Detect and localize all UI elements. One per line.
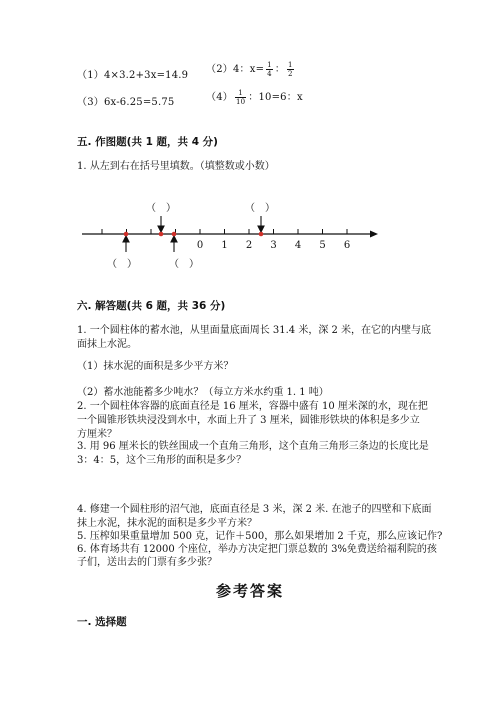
equation-2 [206,60,296,78]
section-6-q2-line3: 方厘米？ [77,429,117,440]
number-line-tick-label: 2 [245,240,253,251]
section-6-q4-line1: 4. 修建一个圆柱形的沼气池，底面直径是 3 米，深 2 米. 在池子的四壁和下底面 [77,504,432,515]
arrow-up-right-head [171,236,177,242]
point-marker-2 [159,232,164,237]
section-6-q3-line1: 3. 用 96 厘米长的铁丝围成一个直角三角形，这个直角三角形三条边的长度比是 [77,441,429,452]
fraction-one-tenth: $\frac{1}{10}$ [235,89,246,106]
answers-subheading: 一. 选择题 [77,616,127,628]
section-6-q4-line2: 抹上水泥，抹水泥的面积是多少平方米？ [77,518,257,529]
number-line-tick-labels [197,240,350,251]
number-line-tick-label: 6 [343,240,351,251]
number-line-tick-label: 1 [221,240,228,251]
section-6-q1-sub1: （1）抹水泥的面积是多少平方米？ [77,361,234,372]
bracket-top-right: （ ） [245,203,275,214]
equation-4-suffix: ：10=6：x [248,92,303,103]
equation-4-prefix: （4） [206,92,233,103]
section-6-heading: 六. 解答题(共 6 题，共 36 分) [77,300,226,312]
section-6-q2-line2: 一个圆锥形铁块浸没到水中，水面上升了 3 厘米，圆锥形铁块的体积是多少立 [77,415,420,426]
number-line-tick-label: 4 [294,240,302,251]
equation-4 [206,88,303,106]
section-6-q1-sub2: （2）蓄水池能蓄多少吨水？（每立方米水约重 1. 1 吨） [77,387,329,398]
bracket-bottom-right: （ ） [169,259,199,270]
fraction-one-half: $\frac{1}{2}$ [288,61,293,78]
section-6-q1-line2: 面抹上水泥。 [77,339,137,350]
equation-2-colon: ： [274,64,286,75]
arrow-up-left-head [123,236,129,242]
number-line-arrowhead [370,231,378,238]
section-6-q6-line2: 子们，送出去的门票有多少张？ [77,557,217,568]
section-6-q5-line1: 5. 压榨如果重量增加 500 克，记作＋500，那么如果增加 2 千克，那么应该记作? [77,531,443,542]
equation-1: （1）4×3.2+3x=14.9 [77,70,189,81]
number-line-figure [70,192,390,274]
fraction-one-quarter: $\frac{1}{4}$ [267,61,272,78]
point-marker-1 [124,232,129,237]
answers-title: 参考答案 [215,582,284,600]
bracket-top-left: （ ） [146,203,176,214]
section-6-q1-line1: 1. 一个圆柱体的蓄水池，从里面量底面周长 31.4 米，深 2 米，在它的内壁与底 [77,325,432,336]
arrow-down-left-head [158,226,164,232]
equation-2-prefix: （2）4：x= [206,64,265,75]
point-marker-4 [259,232,264,237]
equation-3: （3）6x-6.25=5.75 [77,97,175,108]
number-line-ticks [102,229,347,234]
section-6-q2-line1: 2. 一个圆柱体容器的底面直径是 16 厘米，容器中盛有 10 厘米深的水，现在把 [77,401,428,412]
section-6-q3-line2: 3：4：5，这个三角形的面积是多少？ [77,455,247,466]
point-marker-3 [172,232,177,237]
number-line-tick-label: 5 [319,240,326,251]
arrow-down-right-head [258,226,264,232]
section-6-q6-line1: 6. 体育场共有 12000 个座位，举办方决定把门票总数的 3%免费送给福利院的孩 [77,544,437,555]
bracket-bottom-left: （ ） [107,259,137,270]
number-line-tick-label: 0 [196,240,204,251]
section-5-heading: 五. 作图题(共 1 题，共 4 分) [77,136,218,148]
number-line-tick-label: 3 [270,240,277,251]
section-5-question-1: 1. 从左到右在括号里填数。（填整数或小数） [77,161,275,172]
